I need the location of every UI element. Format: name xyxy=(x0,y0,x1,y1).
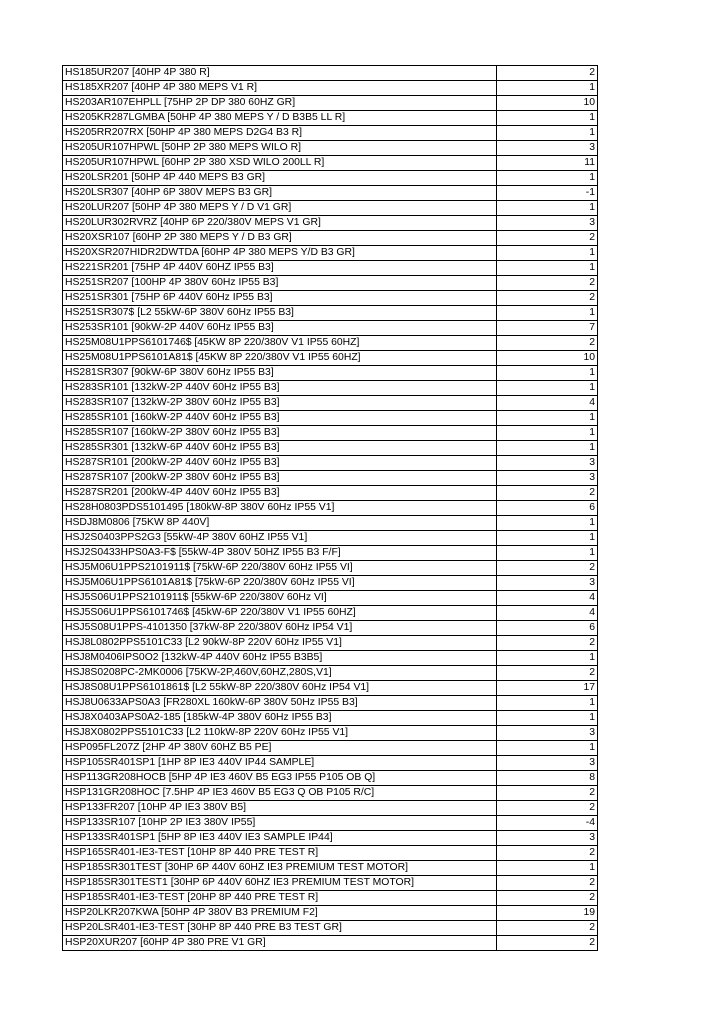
item-description-cell: HSJ8M0406IPS0O2 [132kW-4P 440V 60Hz IP55 B3B5] xyxy=(63,651,497,666)
table-row xyxy=(63,756,598,771)
item-quantity-cell: 1 xyxy=(497,126,598,141)
table-row xyxy=(63,621,598,636)
table-row xyxy=(63,801,598,816)
table-row xyxy=(63,276,598,291)
item-quantity-cell: 2 xyxy=(497,291,598,306)
table-row xyxy=(63,231,598,246)
table-row xyxy=(63,741,598,756)
item-description-cell: HS205UR107HPWL [60HP 2P 380 XSD WILO 200LL R] xyxy=(63,156,497,171)
item-quantity-cell: 4 xyxy=(497,591,598,606)
item-quantity-cell: 2 xyxy=(497,846,598,861)
item-quantity-cell: 2 xyxy=(497,561,598,576)
table-row xyxy=(63,591,598,606)
item-description-cell: HS221SR201 [75HP 4P 440V 60HZ IP55 B3] xyxy=(63,261,497,276)
table-row xyxy=(63,846,598,861)
table-row xyxy=(63,216,598,231)
table-row xyxy=(63,531,598,546)
item-quantity-cell: 2 xyxy=(497,921,598,936)
item-description-cell: HS185UR207 [40HP 4P 380 R] xyxy=(63,66,497,81)
item-quantity-cell: 1 xyxy=(497,696,598,711)
item-quantity-cell: 3 xyxy=(497,756,598,771)
table-row xyxy=(63,351,598,366)
item-quantity-cell: 1 xyxy=(497,381,598,396)
table-row xyxy=(63,516,598,531)
item-description-cell: HSP185SR301TEST [30HP 6P 440V 60HZ IE3 PREMIUM TEST MOTOR] xyxy=(63,861,497,876)
item-description-cell: HSJ5M06U1PPS2101911$ [75kW-6P 220/380V 60Hz IP55 VI] xyxy=(63,561,497,576)
item-description-cell: HSP165SR401-IE3-TEST [10HP 8P 440 PRE TEST R] xyxy=(63,846,497,861)
table-row xyxy=(63,306,598,321)
table-row xyxy=(63,921,598,936)
table-row xyxy=(63,861,598,876)
item-description-cell: HS285SR107 [160kW-2P 380V 60Hz IP55 B3] xyxy=(63,426,497,441)
table-row xyxy=(63,156,598,171)
item-quantity-cell: 1 xyxy=(497,111,598,126)
table-row xyxy=(63,501,598,516)
item-quantity-cell: -4 xyxy=(497,816,598,831)
item-description-cell: HSP20XUR207 [60HP 4P 380 PRE V1 GR] xyxy=(63,936,497,951)
item-description-cell: HSP105SR401SP1 [1HP 8P IE3 440V IP44 SAMPLE] xyxy=(63,756,497,771)
item-description-cell: HS287SR107 [200kW-2P 380V 60Hz IP55 B3] xyxy=(63,471,497,486)
item-description-cell: HSP113GR208HOCB [5HP 4P IE3 460V B5 EG3 IP55 P105 OB Q] xyxy=(63,771,497,786)
item-description-cell: HS285SR101 [160kW-2P 440V 60Hz IP55 B3] xyxy=(63,411,497,426)
item-description-cell: HSP185SR301TEST1 [30HP 6P 440V 60HZ IE3 PREMIUM TEST MOTOR] xyxy=(63,876,497,891)
item-description-cell: HSP20LKR207KWA [50HP 4P 380V B3 PREMIUM F2] xyxy=(63,906,497,921)
item-description-cell: HS20LUR302RVRZ [40HP 6P 220/380V MEPS V1 GR] xyxy=(63,216,497,231)
table-row xyxy=(63,771,598,786)
table-row xyxy=(63,321,598,336)
item-description-cell: HS283SR107 [132kW-2P 380V 60Hz IP55 B3] xyxy=(63,396,497,411)
item-quantity-cell: 2 xyxy=(497,276,598,291)
item-quantity-cell: 1 xyxy=(497,201,598,216)
table-row xyxy=(63,831,598,846)
item-description-cell: HS25M08U1PPS6101A81$ [45KW 8P 220/380V V1 IP55 60HZ] xyxy=(63,351,497,366)
table-row xyxy=(63,636,598,651)
item-description-cell: HS205RR207RX [50HP 4P 380 MEPS D2G4 B3 R] xyxy=(63,126,497,141)
item-quantity-cell: 3 xyxy=(497,576,598,591)
item-description-cell: HSJ5S06U1PPS2101911$ [55kW-6P 220/380V 60Hz VI] xyxy=(63,591,497,606)
item-description-cell: HS205UR107HPWL [50HP 2P 380 MEPS WILO R] xyxy=(63,141,497,156)
item-description-cell: HS287SR101 [200kW-2P 440V 60Hz IP55 B3] xyxy=(63,456,497,471)
item-quantity-cell: 3 xyxy=(497,726,598,741)
table-row xyxy=(63,471,598,486)
item-description-cell: HSJ8X0403APS0A2-185 [185kW-4P 380V 60Hz IP55 B3] xyxy=(63,711,497,726)
item-quantity-cell: 10 xyxy=(497,96,598,111)
item-description-cell: HSP133FR207 [10HP 4P IE3 380V B5] xyxy=(63,801,497,816)
item-description-cell: HSJ5S06U1PPS6101746$ [45kW-6P 220/380V V1 IP55 60HZ] xyxy=(63,606,497,621)
item-quantity-cell: 3 xyxy=(497,141,598,156)
table-row xyxy=(63,261,598,276)
item-description-cell: HSP185SR401-IE3-TEST [20HP 8P 440 PRE TEST R] xyxy=(63,891,497,906)
item-description-cell: HSP20LSR401-IE3-TEST [30HP 8P 440 PRE B3 TEST GR] xyxy=(63,921,497,936)
table-row xyxy=(63,186,598,201)
inventory-table xyxy=(62,65,598,951)
item-quantity-cell: 2 xyxy=(497,786,598,801)
item-quantity-cell: 1 xyxy=(497,441,598,456)
item-quantity-cell: 1 xyxy=(497,366,598,381)
item-description-cell: HSJ8U0633APS0A3 [FR280XL 160kW-6P 380V 50Hz IP55 B3] xyxy=(63,696,497,711)
item-description-cell: HSJ8S0208PC-2MK0006 [75KW-2P,460V,60HZ,280S,V1] xyxy=(63,666,497,681)
table-row xyxy=(63,336,598,351)
item-description-cell: HSP095FL207Z [2HP 4P 380V 60HZ B5 PE] xyxy=(63,741,497,756)
table-row xyxy=(63,111,598,126)
item-quantity-cell: 2 xyxy=(497,801,598,816)
table-row xyxy=(63,666,598,681)
table-row xyxy=(63,396,598,411)
item-quantity-cell: 2 xyxy=(497,231,598,246)
table-row xyxy=(63,696,598,711)
item-quantity-cell: 1 xyxy=(497,246,598,261)
item-quantity-cell: 1 xyxy=(497,171,598,186)
table-row xyxy=(63,726,598,741)
item-quantity-cell: 1 xyxy=(497,546,598,561)
item-quantity-cell: 2 xyxy=(497,486,598,501)
item-description-cell: HS251SR301 [75HP 6P 440V 60Hz IP55 B3] xyxy=(63,291,497,306)
table-row xyxy=(63,711,598,726)
item-quantity-cell: 6 xyxy=(497,501,598,516)
item-quantity-cell: 1 xyxy=(497,861,598,876)
item-description-cell: HS285SR301 [132kW-6P 440V 60Hz IP55 B3] xyxy=(63,441,497,456)
table-row xyxy=(63,171,598,186)
item-quantity-cell: 1 xyxy=(497,651,598,666)
table-row xyxy=(63,366,598,381)
table-row xyxy=(63,546,598,561)
table-row xyxy=(63,141,598,156)
table-row xyxy=(63,441,598,456)
table-row xyxy=(63,201,598,216)
item-quantity-cell: 1 xyxy=(497,411,598,426)
item-description-cell: HSP131GR208HOC [7.5HP 4P IE3 460V B5 EG3 Q OB P105 R/C] xyxy=(63,786,497,801)
table-row xyxy=(63,816,598,831)
table-row xyxy=(63,381,598,396)
item-description-cell: HS283SR101 [132kW-2P 440V 60Hz IP55 B3] xyxy=(63,381,497,396)
item-description-cell: HS20LSR201 [50HP 4P 440 MEPS B3 GR] xyxy=(63,171,497,186)
table-row xyxy=(63,786,598,801)
item-description-cell: HS251SR207 [100HP 4P 380V 60Hz IP55 B3] xyxy=(63,276,497,291)
table-row xyxy=(63,936,598,951)
table-row xyxy=(63,876,598,891)
item-quantity-cell: 3 xyxy=(497,831,598,846)
item-description-cell: HS25M08U1PPS6101746$ [45KW 8P 220/380V V1 IP55 60HZ] xyxy=(63,336,497,351)
table-row xyxy=(63,681,598,696)
table-row xyxy=(63,291,598,306)
item-quantity-cell: 1 xyxy=(497,531,598,546)
item-quantity-cell: 2 xyxy=(497,66,598,81)
item-quantity-cell: 2 xyxy=(497,876,598,891)
item-description-cell: HSP133SR107 [10HP 2P IE3 380V IP55] xyxy=(63,816,497,831)
table-row xyxy=(63,891,598,906)
item-description-cell: HS205KR287LGMBA [50HP 4P 380 MEPS Y / D B3B5 LL R] xyxy=(63,111,497,126)
item-description-cell: HS20XSR207HIDR2DWTDA [60HP 4P 380 MEPS Y/D B3 GR] xyxy=(63,246,497,261)
table-row xyxy=(63,561,598,576)
item-description-cell: HS203AR107EHPLL [75HP 2P DP 380 60HZ GR] xyxy=(63,96,497,111)
table-row xyxy=(63,96,598,111)
item-quantity-cell: 1 xyxy=(497,741,598,756)
item-quantity-cell: 1 xyxy=(497,306,598,321)
inventory-table-body xyxy=(63,66,598,951)
item-description-cell: HS287SR201 [200kW-4P 440V 60Hz IP55 B3] xyxy=(63,486,497,501)
item-description-cell: HS253SR101 [90kW-2P 440V 60Hz IP55 B3] xyxy=(63,321,497,336)
item-description-cell: HS281SR307 [90kW-6P 380V 60Hz IP55 B3] xyxy=(63,366,497,381)
item-description-cell: HSJ2S0403PPS2G3 [55kW-4P 380V 60HZ IP55 V1] xyxy=(63,531,497,546)
item-description-cell: HSJ5S08U1PPS-4101350 [37kW-8P 220/380V 60Hz IP54 V1] xyxy=(63,621,497,636)
item-description-cell: HSJ8X0802PPS5101C33 [L2 110kW-8P 220V 60Hz IP55 V1] xyxy=(63,726,497,741)
item-quantity-cell: 3 xyxy=(497,471,598,486)
item-description-cell: HS28H0803PDS5101495 [180kW-8P 380V 60Hz IP55 V1] xyxy=(63,501,497,516)
item-description-cell: HSP133SR401SP1 [5HP 8P IE3 440V IE3 SAMPLE IP44] xyxy=(63,831,497,846)
item-quantity-cell: 4 xyxy=(497,396,598,411)
item-quantity-cell: 2 xyxy=(497,666,598,681)
item-description-cell: HSJ8S08U1PPS6101861$ [L2 55kW-8P 220/380V 60Hz IP54 V1] xyxy=(63,681,497,696)
item-quantity-cell: 2 xyxy=(497,891,598,906)
item-description-cell: HS185XR207 [40HP 4P 380 MEPS V1 R] xyxy=(63,81,497,96)
item-quantity-cell: 3 xyxy=(497,216,598,231)
table-row xyxy=(63,486,598,501)
item-quantity-cell: 10 xyxy=(497,351,598,366)
item-quantity-cell: 1 xyxy=(497,81,598,96)
table-row xyxy=(63,906,598,921)
item-quantity-cell: 7 xyxy=(497,321,598,336)
item-quantity-cell: 19 xyxy=(497,906,598,921)
item-description-cell: HSJ2S0433HPS0A3-F$ [55kW-4P 380V 50HZ IP55 B3 F/F] xyxy=(63,546,497,561)
table-row xyxy=(63,246,598,261)
item-description-cell: HSJ8L0802PPS5101C33 [L2 90kW-8P 220V 60Hz IP55 V1] xyxy=(63,636,497,651)
item-description-cell: HS251SR307$ [L2 55kW-6P 380V 60Hz IP55 B3] xyxy=(63,306,497,321)
item-description-cell: HSJ5M06U1PPS6101A81$ [75kW-6P 220/380V 60Hz IP55 VI] xyxy=(63,576,497,591)
item-quantity-cell: 17 xyxy=(497,681,598,696)
item-description-cell: HS20LUR207 [50HP 4P 380 MEPS Y / D V1 GR] xyxy=(63,201,497,216)
table-row xyxy=(63,456,598,471)
item-quantity-cell: 3 xyxy=(497,456,598,471)
item-quantity-cell: 2 xyxy=(497,936,598,951)
item-quantity-cell: 8 xyxy=(497,771,598,786)
table-row xyxy=(63,576,598,591)
item-quantity-cell: 1 xyxy=(497,426,598,441)
item-quantity-cell: 4 xyxy=(497,606,598,621)
table-row xyxy=(63,411,598,426)
table-row xyxy=(63,81,598,96)
table-row xyxy=(63,66,598,81)
item-quantity-cell: 11 xyxy=(497,156,598,171)
item-quantity-cell: 2 xyxy=(497,636,598,651)
table-row xyxy=(63,651,598,666)
table-row xyxy=(63,426,598,441)
table-row xyxy=(63,606,598,621)
item-description-cell: HS20XSR107 [60HP 2P 380 MEPS Y / D B3 GR] xyxy=(63,231,497,246)
item-quantity-cell: 6 xyxy=(497,621,598,636)
item-quantity-cell: -1 xyxy=(497,186,598,201)
item-description-cell: HSDJ8M0806 [75KW 8P 440V] xyxy=(63,516,497,531)
item-quantity-cell: 1 xyxy=(497,516,598,531)
item-quantity-cell: 1 xyxy=(497,711,598,726)
item-description-cell: HS20LSR307 [40HP 6P 380V MEPS B3 GR] xyxy=(63,186,497,201)
item-quantity-cell: 1 xyxy=(497,261,598,276)
item-quantity-cell: 2 xyxy=(497,336,598,351)
table-row xyxy=(63,126,598,141)
